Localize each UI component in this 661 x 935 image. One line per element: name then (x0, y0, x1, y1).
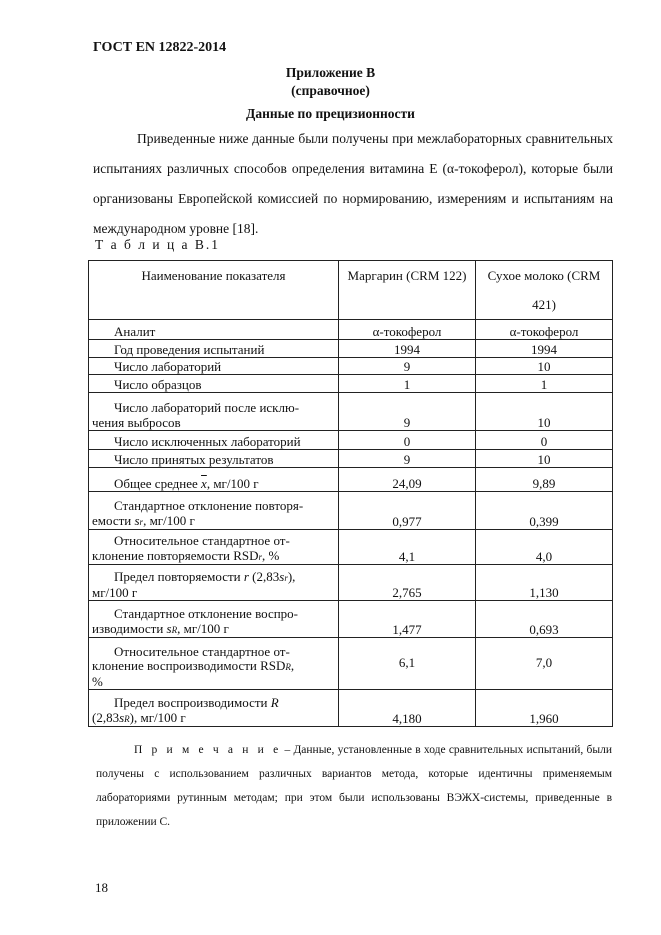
symbol-s: s (134, 512, 140, 528)
row-name-unit: , % (262, 547, 280, 563)
row-value-milk: 10 (476, 358, 613, 375)
row-value-milk: 10 (476, 393, 613, 431)
subscript: R (171, 624, 178, 635)
table-row (89, 358, 613, 375)
subscript: R (124, 713, 130, 724)
row-value-milk: 7,0 (476, 638, 613, 690)
row-name-formula: (2,83 (92, 709, 120, 725)
symbol-s: s (279, 569, 285, 584)
row-value-milk: 1994 (476, 340, 613, 358)
row-name-line1: Число лабораторий после исклю- (114, 400, 300, 415)
row-name-line1: Предел воспроизводимости (114, 695, 268, 710)
row-value-milk: 9,89 (476, 468, 613, 492)
table-row (89, 393, 613, 431)
header-margarine: Маргарин (CRM 122) (339, 261, 476, 320)
row-name (89, 601, 339, 638)
row-name-comma: , (290, 658, 295, 673)
row-value-milk: 4,0 (476, 530, 613, 565)
row-name (89, 638, 339, 690)
page-number: 18 (95, 880, 108, 895)
row-value-margarine: 4,1 (339, 530, 476, 565)
row-name (89, 468, 339, 492)
note-text: – Данные, установленные в ходе сравнительных испытаний, были получены с использованием различных вариантов метода, которые идентичны применяемым лабораториями рутинным методам; при этом были использованы ВЭЖХ-системы, приведенные в приложении С. (96, 744, 612, 828)
row-name (89, 530, 339, 565)
row-name: Число исключенных лабораторий (89, 431, 339, 450)
row-value-margarine: 9 (339, 358, 476, 375)
symbol-r: r (243, 569, 249, 584)
table-row (89, 320, 613, 340)
subscript: r (258, 551, 263, 562)
row-name-text: Общее среднее (114, 475, 198, 491)
row-name-unit: ), мг/100 г (129, 709, 186, 725)
row-value-margarine: 1994 (339, 340, 476, 358)
row-name: Число принятых результатов (89, 450, 339, 468)
row-name (89, 492, 339, 530)
symbol-s: s (166, 620, 172, 636)
row-value-margarine: 1 (339, 375, 476, 393)
row-value-margarine: 4,180 (339, 690, 476, 727)
table-header-row (89, 261, 613, 320)
row-value-margarine: 0,977 (339, 492, 476, 530)
row-name: Число лабораторий (89, 358, 339, 375)
subscript: r (139, 516, 144, 527)
row-name-unit: , мг/100 г (206, 475, 259, 491)
mean-symbol: $\overline{x}$ (201, 475, 207, 491)
table-row (89, 530, 613, 565)
row-name-line2: чения выбросов (92, 414, 181, 430)
row-value-milk: 10 (476, 450, 613, 468)
row-value-margarine: 9 (339, 393, 476, 431)
header-indicator: Наименование показателя (89, 261, 339, 320)
row-name: Аналит (89, 320, 339, 340)
row-name-line2: клонение воспроизводимости RSD (92, 658, 286, 673)
table-row (89, 492, 613, 530)
table-row (89, 340, 613, 358)
row-name-line1: Предел повторяемости (114, 569, 241, 584)
row-value-margarine: 24,09 (339, 468, 476, 492)
row-value-margarine: α-токоферол (339, 320, 476, 340)
row-name: Число образцов (89, 375, 339, 393)
row-name-unit: , мг/100 г (177, 620, 229, 636)
header-milk-powder: Сухое молоко (CRM 421) (476, 261, 613, 320)
appendix-title: Приложение В (285, 65, 376, 80)
symbol-s: s (119, 709, 125, 725)
table-row (89, 375, 613, 393)
symbol-R: R (270, 695, 279, 710)
document-code: ГОСТ EN 12822-2014 (93, 40, 227, 55)
row-name-line2: емости (92, 512, 132, 528)
row-name-line3: % (92, 673, 103, 689)
appendix-subtitle: (справочное) (291, 83, 370, 98)
table-note (96, 738, 612, 834)
note-label: П р и м е ч а н и е (134, 744, 282, 756)
table-row (89, 565, 613, 601)
table-row (89, 690, 613, 727)
row-value-milk: 0,399 (476, 492, 613, 530)
row-name-line1: Стандартное отклонение повторя- (114, 498, 304, 513)
row-value-milk: 0,693 (476, 601, 613, 638)
table-row (89, 431, 613, 450)
row-name-unit: , мг/100 г (143, 512, 195, 528)
row-value-margarine: 1,477 (339, 601, 476, 638)
table-row (89, 601, 613, 638)
row-name: Год проведения испытаний (89, 340, 339, 358)
row-name-line1: Относительное стандартное от- (114, 643, 290, 659)
row-name-line1: Относительное стандартное от- (114, 533, 290, 548)
row-value-margarine: 0 (339, 431, 476, 450)
subscript: R (285, 662, 291, 672)
row-name-line2: мг/100 г (92, 584, 138, 600)
row-value-milk: 0 (476, 431, 613, 450)
row-name-line2: изводимости (92, 620, 164, 636)
row-name-formula: (2,83 (252, 569, 280, 584)
row-value-milk: 1,130 (476, 565, 613, 601)
row-value-milk: α-токоферол (476, 320, 613, 340)
table-row (89, 450, 613, 468)
table-label: Т а б л и ц а В.1 (95, 237, 221, 252)
row-value-margarine: 9 (339, 450, 476, 468)
row-name-line2: клонение повторяемости RSD (92, 547, 259, 563)
row-name (89, 565, 339, 601)
row-value-margarine: 2,765 (339, 565, 476, 601)
table-row (89, 468, 613, 492)
row-value-milk: 1,960 (476, 690, 613, 727)
subscript: r (284, 573, 288, 583)
row-name-line1: Стандартное отклонение воспро- (114, 606, 298, 621)
intro-paragraph (93, 124, 613, 244)
row-name-close: ), (287, 569, 296, 584)
precision-table (88, 260, 613, 727)
row-name (89, 690, 339, 727)
appendix-heading: Данные по прецизионности (246, 106, 415, 121)
row-value-margarine: 6,1 (339, 638, 476, 690)
row-value-milk: 1 (476, 375, 613, 393)
row-name (89, 393, 339, 431)
table-row (89, 638, 613, 690)
intro-text: Приведенные ниже данные были получены при межлабораторных сравнительных испытаниях различных способов определения витамина Е (α-токоферол), которые были организованы Европейской комиссией по нормированию, измерениям и испытаниям на международном уровне [18]. (93, 131, 613, 236)
